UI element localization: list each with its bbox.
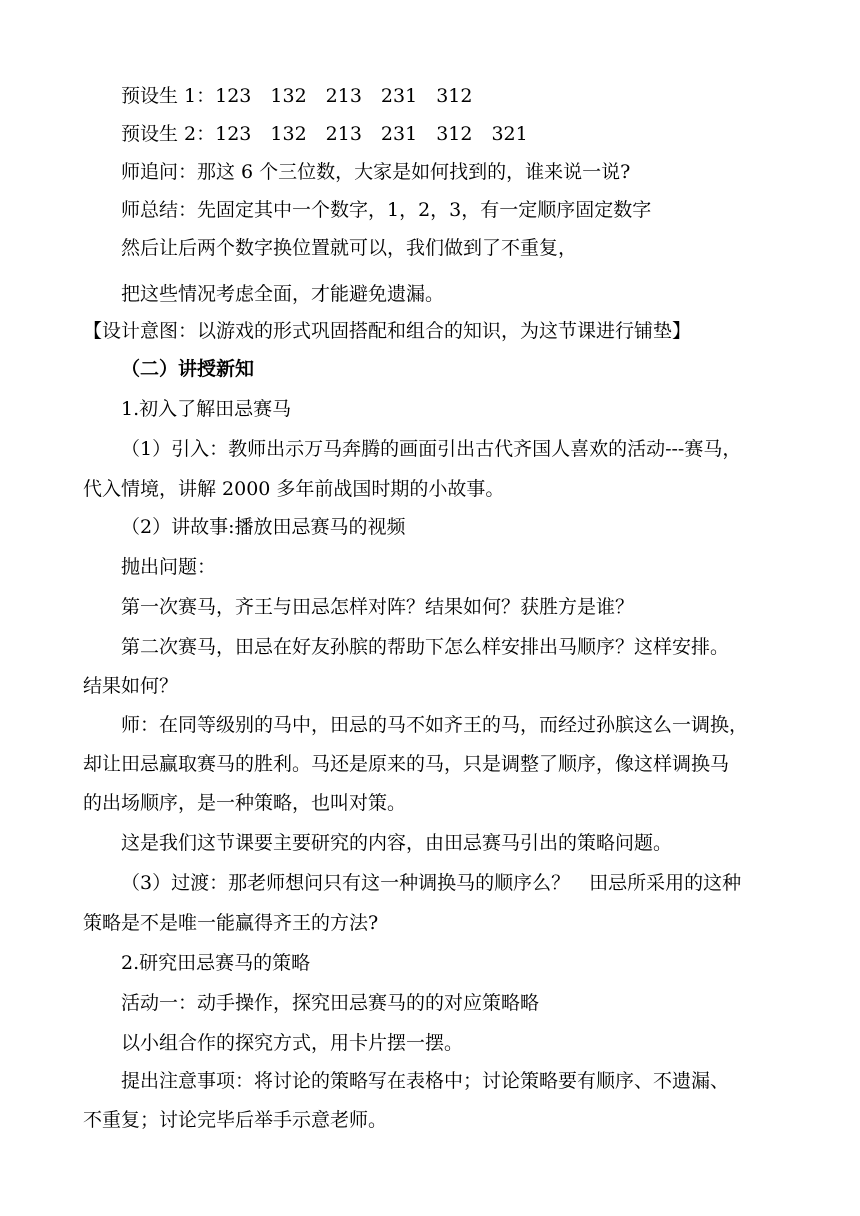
- subsection-heading: 1.初入了解田忌赛马: [121, 398, 292, 420]
- text-line: 却让田忌赢取赛马的胜利。马还是原来的马，只是调整了顺序，像这样调换马: [83, 753, 730, 775]
- text-line: 活动一：动手操作，探究田忌赛马的的对应策略略: [121, 992, 540, 1014]
- text-line: 不重复；讨论完毕后举手示意老师。: [83, 1109, 388, 1131]
- subsection-heading: 2.研究田忌赛马的策略: [121, 952, 311, 974]
- text-line: 第二次赛马，田忌在好友孙膑的帮助下怎么样安排出马顺序？这样安排。: [121, 636, 730, 658]
- section-heading: （二）讲授新知: [121, 358, 255, 380]
- text-line: 提出注意事项：将讨论的策略写在表格中；讨论策略要有顺序、不遗漏、: [121, 1070, 730, 1092]
- text-line: 师：在同等级别的马中，田忌的马不如齐王的马，而经过孙膑这么一调换，: [121, 714, 749, 736]
- text-line: 以小组合作的探究方式，用卡片摆一摆。: [121, 1032, 464, 1054]
- text-line: （2）讲故事:播放田忌赛马的视频: [121, 516, 406, 538]
- text-line: 代入情境，讲解 2000 多年前战国时期的小故事。: [83, 478, 505, 500]
- text-line: 预设生 1：123 132 213 231 312: [121, 85, 473, 107]
- text-line: 预设生 2：123 132 213 231 312 321: [121, 123, 528, 145]
- text-line: （1）引入：教师出示万马奔腾的画面引出古代齐国人喜欢的活动---赛马，: [121, 438, 742, 460]
- text-line: 把这些情况考虑全面，才能避免遗漏。: [121, 283, 445, 305]
- text-line: 师追问：那这 6 个三位数，大家是如何找到的，谁来说一说?: [121, 161, 631, 183]
- text-line: 抛出问题：: [121, 556, 217, 578]
- text-line: （3）过渡：那老师想问只有这一种调换马的顺序么？ 田忌所采用的这种: [121, 872, 742, 894]
- text-line: 结果如何？: [83, 675, 179, 697]
- text-line: 策略是不是唯一能赢得齐王的方法?: [83, 912, 379, 934]
- text-line: 师总结：先固定其中一个数字，1，2，3，有一定顺序固定数字: [121, 199, 652, 221]
- text-line: 这是我们这节课要主要研究的内容，由田忌赛马引出的策略问题。: [121, 832, 673, 854]
- text-line: 然后让后两个数字换位置就可以，我们做到了不重复，: [121, 237, 578, 259]
- text-line: 的出场顺序，是一种策略，也叫对策。: [83, 792, 407, 814]
- text-line: 第一次赛马，齐王与田忌怎样对阵？结果如何？获胜方是谁？: [121, 596, 635, 618]
- design-intent-line: 【设计意图：以游戏的形式巩固搭配和组合的知识，为这节课进行铺垫】: [83, 320, 692, 342]
